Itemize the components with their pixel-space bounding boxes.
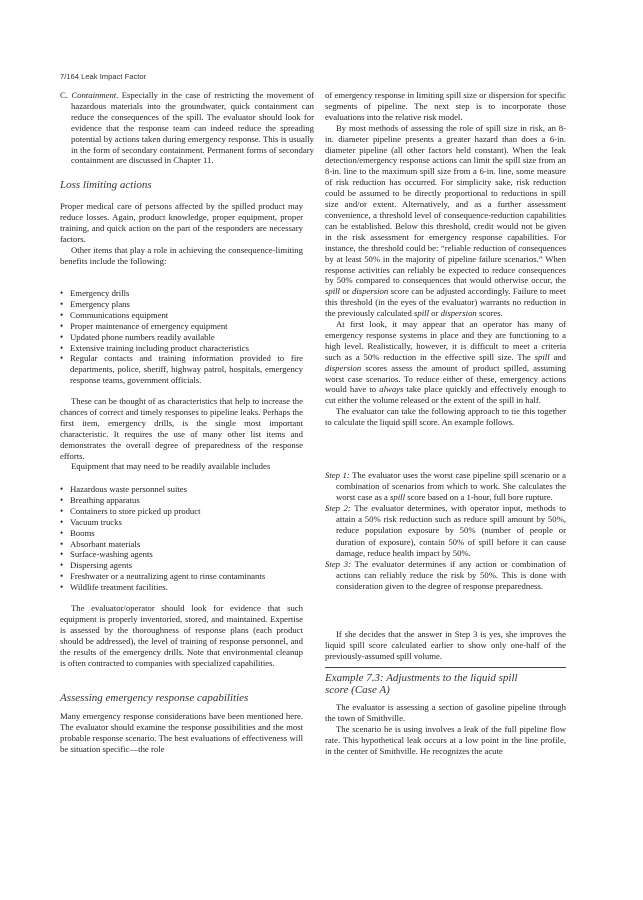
list-item: • Containers to store picked up product [60, 506, 303, 517]
list-item: • Vacuum trucks [60, 517, 303, 528]
list-item: • Booms [60, 528, 303, 539]
paragraph: Equipment that may need to be readily available includes [71, 461, 271, 472]
list-item: • Emergency plans [60, 299, 303, 310]
section-heading-loss-limiting: Loss limiting actions [60, 179, 152, 191]
list-item: • Wildlife treatment facilities. [60, 582, 303, 593]
loss-section [60, 201, 303, 266]
steps-list [325, 470, 566, 592]
example-body [325, 702, 566, 757]
running-header: 7/164 Leak Impact Factor [60, 72, 147, 81]
paragraph: The scenario he is using involves a leak of the full pipeline flow rate. This hypothetical leak occurs at a low point in the line profile, in the center of Smithville. He recognizes the acute [325, 723, 566, 756]
step-1: Step 1: The evaluator uses the worst case pipeline spill scenario or a combination of scenarios from which to work. She calculates the worst case as a spill score based on a 1-hour, full bore rupture. [325, 470, 567, 503]
example-divider [325, 667, 566, 668]
containment-paragraph [60, 90, 314, 166]
list-label: C. [60, 90, 72, 100]
list-item: • Dispersing agents [60, 560, 303, 571]
characteristics-section [60, 396, 303, 472]
list-item: • Communications equipment [60, 310, 303, 321]
paragraph: By most methods of assessing the role of spill size in risk, an 8-in. diameter pipeline presents a greater hazard than does a 6-in. diameter pipeline (all other factors held constant). When the leak detection/emergency response actions can limit the spill size from an 8-in. line to the maximum spill size from a 6-in. line, some measure of risk reduction has occurred. For simplicity sake, risk reduction could be assumed to be directly proportional to reductions in spill size and/or extent. Alternatively, and as a further assessment convenience, a threshold level of consequence-reduction capabilities can be established. Below this threshold, credit would not be given in the risk assessment for emergency response capabilities. For instance, the threshold could be: “reliable reduction of consequences by at least 50% in the majority of pipeline failure scenarios.” When response activities can reliably be expected to reduce consequences by 50% compared to consequences that would otherwise occur, the spill or dispersion score can be adjusted accordingly. Failure to meet this threshold (in the eyes of the evaluator) warrants no reduction in the previously calculated spill or dispersion scores. [325, 122, 566, 319]
paragraph: The evaluator is assessing a section of gasoline pipeline through the town of Smithville. [325, 702, 566, 723]
consequence-limiting-list [60, 288, 303, 386]
paragraph: At first look, it may appear that an operator has many of emergency response systems in place and they are functioning to a high level. Realistically, however, it is difficult to meet a criteria such as a 50% reduction in the effective spill size. The spill and dispersion scores assess the amount of product spilled, assuming worst case scenarios. To reduce either of these, emergency actions would have to always take place quickly and effectively enough to cut either the volume released or the extent of the spill in half. [325, 319, 566, 406]
paragraph: Other items that play a role in achieving the consequence-limiting benefits include the following: [60, 244, 303, 266]
step-3: Step 3: The evaluator determines if any action or combination of actions can reliably reduce the risk by 50%. This is done with consideration given to the degree of response preparedness. [325, 558, 566, 591]
list-item: • Hazardous waste personnel suites [60, 484, 303, 495]
list-item: • Breathing apparatus [60, 495, 303, 506]
example-heading: Example 7.3: Adjustments to the liquid spill score (Case A) [325, 672, 518, 696]
right-column-text [325, 90, 566, 428]
list-item: • Regular contacts and training information provided to fire departments, police, sheriff, highway patrol, hospitals, emergency response teams, government officials. [60, 353, 303, 386]
paragraph: The evaluator can take the following approach to tie this together to calculate the liquid spill score. An example follows. [325, 406, 566, 428]
paragraph: Proper medical care of persons affected by the spilled product may reduce losses. Again, product knowledge, proper equipment, proper training, and quick action on the part of the responders are necessary factors. [60, 201, 303, 244]
paragraph: of emergency response in limiting spill size or dispersion for specific segments of pipeline. The next step is to incorporate those evaluations into the relative risk model. [325, 90, 566, 122]
list-item: • Absorbant materials [60, 539, 303, 550]
assessing-section [60, 711, 303, 755]
list-item: • Emergency drills [60, 288, 303, 299]
paragraph: These can be thought of as characteristics that help to increase the chances of correct and timely responses to pipeline leaks. Perhaps the first item, emergency drills, is the single most important characteristic. It requires the use of many other list items and demonstrates the overall degree of preparedness of the response efforts. [60, 396, 303, 461]
containment-text: Especially in the case of restricting the movement of hazardous materials into the groundwater, quick containment can reduce the consequences of the spill. The evaluator should look for evidence that the response team can indeed reduce the spreading potential by actions taken during emergency response. This is usually in the form of secondary containment. Permanent forms of secondary containment are discussed in Chapter 11. [71, 90, 315, 166]
section-heading-assessing: Assessing emergency response capabilities [60, 692, 249, 704]
step-2: Step 2: The evaluator determines, with operator input, methods to attain a 50% risk reduction such as reduce spill amount by 50%, reduce population exposure by 50% (number of people or duration of exposure), contain 50% of spill before it can cause damage, reduce health impact by 50%. [325, 503, 566, 558]
list-item: • Freshwater or a neutralizing agent to rinse contaminants [60, 571, 303, 582]
paragraph: The evaluator/operator should look for evidence that such equipment is properly inventoried, stored, and maintained. Expertise is assessed by the thoroughness of response plans (each product should be addressed), the level of training of response personnel, and the results of the emergency drills. Note that environmental cleanup is often contracted to companies with specialized capabilities. [60, 603, 303, 668]
paragraph: If she decides that the answer in Step 3 is yes, she improves the liquid spill score calculated earlier to show only one-half of the previously-assumed spill volume. [325, 629, 566, 661]
paragraph: Many emergency response considerations have been mentioned here. The evaluator should examine the response possibilities and the most probable response scenario. The best evaluations of effectiveness will be situation specific—the role [60, 711, 303, 754]
list-item: • Updated phone numbers readily available [60, 332, 303, 343]
evaluator-section [60, 603, 303, 668]
list-item: • Extensive training including product characteristics [60, 343, 303, 354]
list-item: • Proper maintenance of emergency equipment [60, 321, 303, 332]
equipment-list [60, 484, 303, 593]
step-conclusion [325, 629, 566, 662]
containment-title: Containment. [71, 90, 119, 100]
list-item: • Surface-washing agents [60, 549, 303, 560]
